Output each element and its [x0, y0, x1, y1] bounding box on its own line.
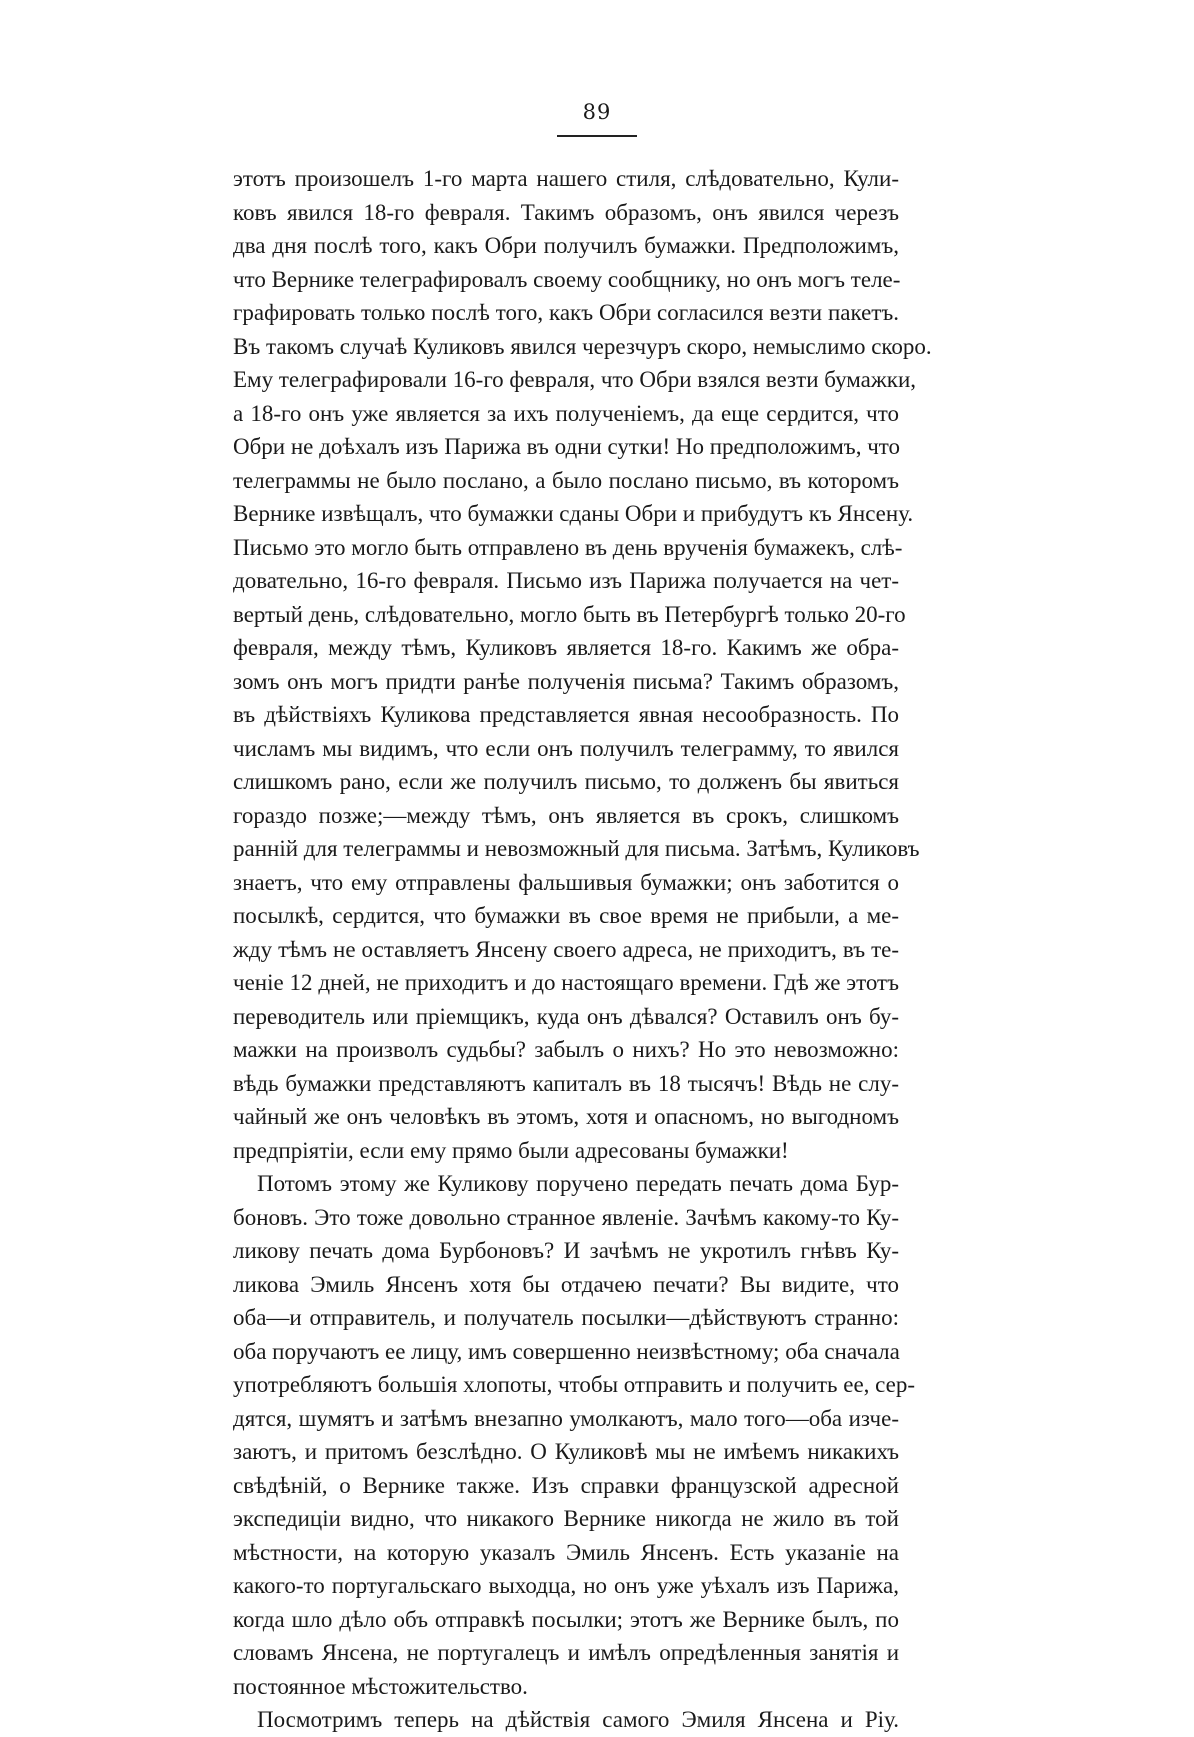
text-line: оба—и отправитель, и получатель посылки—дѣйствуютъ странно:: [233, 1305, 899, 1330]
text-line: мѣстности, на которую указалъ Эмиль Янсенъ. Есть указаніе на: [233, 1539, 899, 1565]
text-line: употребляютъ большія хлопоты, чтобы отправить и получить ее, сер-: [233, 1372, 916, 1397]
text-line-paragraph-end: постоянное мѣстожительство.: [233, 1673, 528, 1699]
text-line: оба поручаютъ ее лицу, имъ совершенно неизвѣстному; оба сначала: [233, 1338, 900, 1364]
text-line: а 18-го онъ уже является за ихъ полученіемъ, да еще сердится, что: [233, 400, 899, 426]
text-line-paragraph-start: Посмотримъ теперь на дѣйствія самого Эмиля Янсена и Ріу.: [257, 1707, 899, 1732]
text-line: экспедиціи видно, что никакого Вернике никогда не жило въ той: [233, 1506, 899, 1531]
text-line: мажки на произволъ судьбы? забылъ о нихъ? Но это невозможно:: [233, 1037, 899, 1062]
text-line: телеграммы не было послано, а было послано письмо, въ которомъ: [233, 467, 899, 493]
body-text: [233, 162, 932, 1737]
text-line: Вернике извѣщалъ, что бумажки сданы Обри и прибудутъ къ Янсену.: [233, 501, 914, 526]
text-line: ченіе 12 дней, не приходитъ и до настоящаго времени. Гдѣ же этотъ: [233, 970, 899, 995]
text-line: числамъ мы видимъ, что если онъ получилъ телеграмму, то явился: [233, 735, 899, 761]
text-line: Письмо это могло быть отправлено въ день врученія бумажекъ, слѣ-: [233, 534, 903, 560]
text-line: знаетъ, что ему отправлены фальшивыя бумажки; онъ заботится о: [233, 869, 899, 895]
text-line: два дня послѣ того, какъ Обри получилъ бумажки. Предположимъ,: [233, 233, 899, 258]
text-line: довательно, 16-го февраля. Письмо изъ Парижа получается на чет-: [233, 568, 899, 593]
text-line: что Вернике телеграфировалъ своему сообщнику, но онъ могъ теле-: [233, 266, 901, 292]
text-line-paragraph-start: Потомъ этому же Куликову поручено передать печать дома Бур-: [257, 1171, 899, 1196]
text-line: жду тѣмъ не оставляетъ Янсену своего адреса, не приходитъ, въ те-: [233, 936, 899, 962]
text-line: Обри не доѣхалъ изъ Парижа въ одни сутки! Но предположимъ, что: [233, 434, 901, 459]
text-line: графировать только послѣ того, какъ Обри согласился везти пакетъ.: [233, 300, 899, 325]
text-line: февраля, между тѣмъ, Куликовъ является 18-го. Какимъ же обра-: [233, 635, 899, 660]
text-line: ковъ явился 18-го февраля. Такимъ образомъ, онъ явился черезъ: [233, 199, 899, 225]
page-number-rule: [557, 135, 637, 137]
page-number: 89: [582, 100, 612, 124]
text-line: какого-то португальскаго выходца, но онъ уже уѣхалъ изъ Парижа,: [233, 1573, 899, 1598]
text-line: переводитель или пріемщикъ, куда онъ дѣвался? Оставилъ онъ бу-: [233, 1003, 899, 1029]
text-line: заютъ, и притомъ безслѣдно. О Куликовѣ мы не имѣемъ никакихъ: [233, 1439, 899, 1464]
text-line: Въ такомъ случаѣ Куликовъ явился черезчуръ скоро, немыслимо скоро.: [233, 333, 932, 359]
text-line: боновъ. Это тоже довольно странное явленіе. Зачѣмъ какому-то Ку-: [233, 1204, 899, 1230]
text-line: дятся, шумятъ и затѣмъ внезапно умолкаютъ, мало того—оба изче-: [233, 1405, 899, 1431]
text-line: когда шло дѣло объ отправкѣ посылки; этотъ же Вернике былъ, по: [233, 1606, 899, 1632]
text-line: Ему телеграфировали 16-го февраля, что Обри взялся везти бумажки,: [233, 367, 917, 392]
text-line: зомъ онъ могъ придти ранѣе полученія письма? Такимъ образомъ,: [233, 668, 899, 694]
text-line: чайный же онъ человѣкъ въ этомъ, хотя и опасномъ, но выгодномъ: [233, 1104, 899, 1129]
text-line: ликову печать дома Бурбоновъ? И зачѣмъ не укротилъ гнѣвъ Ку-: [233, 1238, 899, 1263]
text-line: ранній для телеграммы и невозможный для письма. Затѣмъ, Куликовъ: [233, 836, 920, 861]
text-line: этотъ произошелъ 1-го марта нашего стиля, слѣдовательно, Кули-: [233, 166, 899, 191]
text-line: словамъ Янсена, не португалецъ и имѣлъ опредѣленныя занятія и: [233, 1640, 899, 1665]
text-line: вѣдь бумажки представляютъ капиталъ въ 18 тысячъ! Вѣдь не слу-: [233, 1070, 899, 1096]
text-line-paragraph-end: предпріятіи, если ему прямо были адресованы бумажки!: [233, 1137, 789, 1163]
text-line: ликова Эмиль Янсенъ хотя бы отдачею печати? Вы видите, что: [233, 1271, 899, 1297]
text-line: въ дѣйствіяхъ Куликова представляется явная несообразность. По: [233, 702, 899, 727]
text-line: вертый день, слѣдовательно, могло быть въ Петербургѣ только 20-го: [233, 601, 906, 627]
text-line: слишкомъ рано, если же получилъ письмо, то долженъ бы явиться: [233, 769, 899, 794]
text-line: свѣдѣній, о Вернике также. Изъ справки французской адресной: [233, 1472, 899, 1498]
text-line: посылкѣ, сердится, что бумажки въ свое время не прибыли, а ме-: [233, 903, 899, 928]
text-line: гораздо позже;—между тѣмъ, онъ является въ срокъ, слишкомъ: [233, 802, 899, 828]
